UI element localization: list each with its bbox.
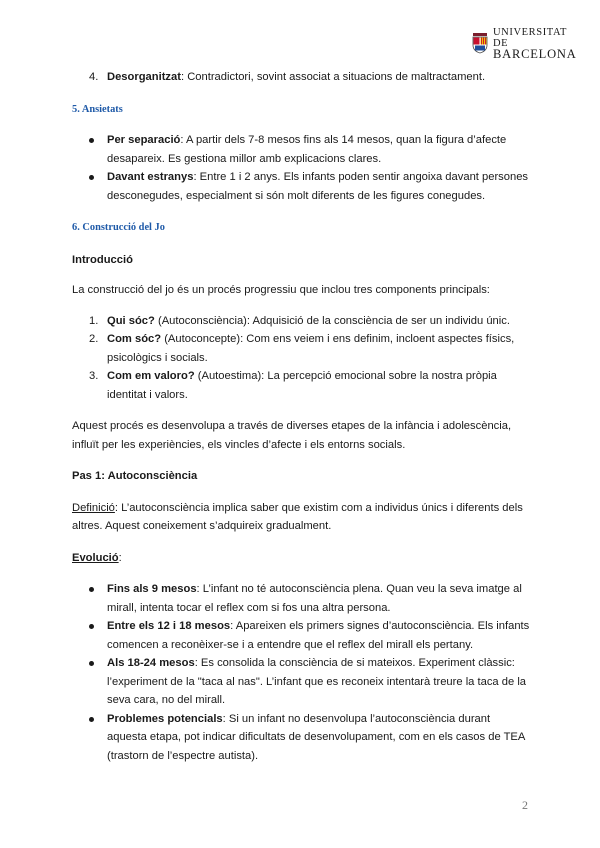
item-text: : Entre 1 i 2 anys. Els infants poden sentir angoixa davant persones desconegudes, especialment si són molt diferents de les figures conegudes.: [107, 171, 529, 202]
item-text: : L’infant no té autoconsciència plena. Quan veu la seva imatge al mirall, intenta tocar el reflex com si fos una altra persona.: [107, 583, 522, 614]
item-term: Per separació: [107, 134, 181, 146]
list-item: 1. Qui sóc? (Autoconsciència): Adquisició de la consciència de ser un individu únic.: [89, 314, 510, 327]
item-term: Fins als 9 mesos: [107, 583, 197, 595]
section-title-5: 5. Ansietats: [72, 103, 123, 115]
item-text: (Autoconcepte): Com ens veiem i ens definim, incloent aspectes físics, psicològics i socials.: [107, 333, 515, 364]
item-term: Com em valoro?: [107, 370, 195, 382]
list-item: [72, 617, 532, 654]
logo-line-2: BARCELONA: [493, 46, 577, 61]
definition-label: Definició: [72, 501, 115, 514]
item-term: Entre els 12 i 18 mesos: [107, 620, 231, 632]
item-term: Davant estranys: [107, 171, 194, 183]
item-term: Als 18-24 mesos: [107, 657, 195, 669]
item-text: : Contradictori, sovint associat a situacions de maltractament.: [180, 71, 486, 83]
university-crest-icon: [472, 32, 488, 54]
item-text: : Apareixen els primers signes d’autoconsciència. Els infants comencen a reconèixer-se i a entendre que el reflex del mirall els pertany.: [107, 620, 530, 651]
intro-text: La construcció del jo és un procés progressiu que inclou tres components principals:: [72, 284, 490, 296]
attachment-types-list: [72, 68, 532, 87]
item-term: Qui sóc?: [107, 314, 155, 327]
list-item: 3. Com em valoro? (Autoestima): La percepció emocional sobre la nostra pròpia identitat i valors.: [89, 370, 497, 401]
evolution-heading: Evolució:: [72, 551, 122, 564]
anxiety-list: [72, 131, 532, 205]
evolution-list: [72, 580, 532, 765]
page-number: 2: [522, 798, 528, 812]
list-item: [72, 710, 532, 766]
item-text: (Autoestima): La percepció emocional sobre la nostra pròpia identitat i valors.: [107, 370, 497, 401]
evolution-label: Evolució: [72, 551, 119, 564]
item-text: : Si un infant no desenvolupa l’autoconsciència durant aquesta etapa, pot indicar dificultats de desenvolupament, com en els casos de TEA (trastorn de l’espectre autista).: [107, 712, 525, 762]
bullet-icon: [89, 587, 94, 592]
list-item: [72, 580, 532, 617]
list-item: [72, 168, 532, 205]
item-text: : A partir dels 7-8 mesos fins als 14 mesos, quan la figura d’afecte desapareix. Es gestiona millor amb explicacions clares.: [107, 134, 507, 165]
bullet-icon: [89, 138, 94, 143]
definition-paragraph: [72, 499, 532, 536]
list-item: [72, 654, 532, 710]
intro-heading: Introducció: [72, 253, 133, 266]
list-item: 4. Desorganitzat: Contradictori, sovint associat a situacions de maltractament.: [89, 71, 486, 83]
university-logo: [472, 26, 577, 61]
document-page: [72, 66, 532, 765]
item-term: Desorganitzat: [107, 71, 181, 83]
list-item: 2. Com sóc? (Autoconcepte): Com ens veiem i ens definim, incloent aspectes físics, psicològics i socials.: [89, 333, 515, 364]
components-list: [72, 312, 532, 405]
item-text: : Es consolida la consciència de si mateixos. Experiment clàssic: l’experiment de la "taca al nas". L’infant que es reconeix intentarà treure la taca de la seva cara, no del mirall.: [107, 657, 527, 706]
bullet-icon: [89, 175, 94, 180]
item-text: (Autoconsciència): Adquisició de la consciència de ser un individu únic.: [154, 314, 510, 327]
item-term: Com sóc?: [107, 333, 162, 345]
section-title-6: 6. Construcció del Jo: [72, 222, 165, 233]
item-term: Problemes potencials: [107, 712, 223, 725]
step1-heading: Pas 1: Autoconsciència: [72, 470, 198, 482]
bullet-icon: [89, 624, 94, 629]
list-item: [72, 131, 532, 168]
logo-line-1: UNIVERSITAT DE: [493, 26, 567, 49]
process-paragraph: Aquest procés es desenvolupa a través de diverses etapes de la infància i adolescència, influït per les experiències, els vincles d’afecte i els entorns socials.: [72, 420, 512, 451]
bullet-icon: [89, 661, 94, 666]
definition-text: : L’autoconsciència implica saber que existim com a individus únics i diferents dels altres. Aquest coneixement s’adquireix gradualment.: [72, 501, 523, 532]
bullet-icon: [89, 717, 94, 722]
